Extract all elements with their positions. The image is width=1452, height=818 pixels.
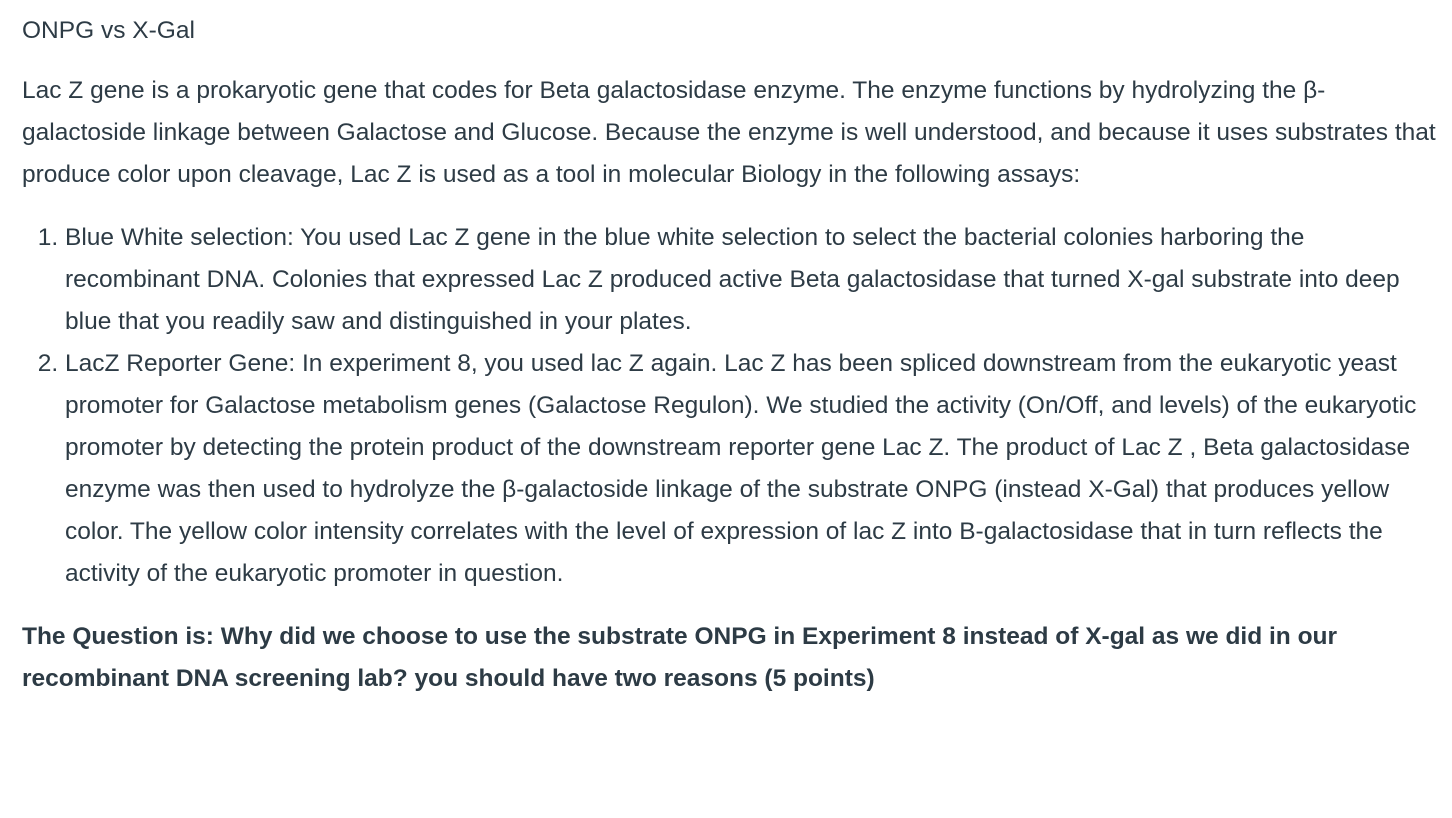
question-paragraph: The Question is: Why did we choose to use the substrate ONPG in Experiment 8 instead of X-gal as we did in our recombinant DNA screening lab? you should have two reasons (5 points): [22, 623, 1338, 692]
assay-list: [22, 217, 1438, 595]
list-item-blue-white-selection: 1. Blue White selection: You used Lac Z gene in the blue white selection to select the bacterial colonies harboring the recombinant DNA. Colonies that expressed Lac Z produced active Beta galactosidase that turned X-gal substrate into deep blue that you readily saw and distinguished in your plates.: [65, 217, 1438, 343]
list-item-reporter-gene: 2. LacZ Reporter Gene: In experiment 8, you used lac Z again. Lac Z has been spliced downstream from the eukaryotic yeast promoter for Galactose metabolism genes (Galactose Regulon). We studied the activity (On/Off, and levels) of the eukaryotic promoter by detecting the protein product of the downstream reporter gene Lac Z. The product of Lac Z , Beta galactosidase enzyme was then used to hydrolyze the β-galactoside linkage of the substrate ONPG (instead X-Gal) that produces yellow color. The yellow color intensity correlates with the level of expression of lac Z into B-galactosidase that in turn reflects the activity of the eukaryotic promoter in question.: [65, 343, 1438, 595]
document-title: ONPG vs X-Gal: [22, 17, 195, 44]
intro-paragraph: Lac Z gene is a prokaryotic gene that codes for Beta galactosidase enzyme. The enzyme functions by hydrolyzing the β-galactoside linkage between Galactose and Glucose. Because the enzyme is well understood, and because it uses substrates that produce color upon cleavage, Lac Z is used as a tool in molecular Biology in the following assays:: [22, 77, 1436, 188]
